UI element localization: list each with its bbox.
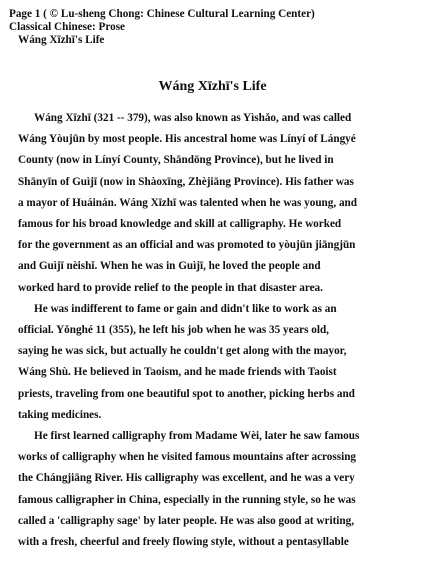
body-line: worked hard to provide relief to the people in that disaster area.: [18, 282, 323, 294]
body-line: and Guìjī nèishǐ. When he was in Guìjī, he loved the people and: [18, 260, 321, 272]
body-line: County (now in Línyí County, Shāndōng Province), but he lived in: [18, 154, 334, 166]
body-line: He first learned calligraphy from Madame Wèi, later he saw famous: [34, 430, 360, 442]
body-line: called a 'calligraphy sage' by later people. He was also good at writing,: [18, 515, 355, 527]
header-line-2: Classical Chinese: Prose: [9, 21, 126, 33]
header-line-1: Page 1 ( © Lu-sheng Chong: Chinese Cultural Learning Center): [9, 8, 315, 20]
body-line: official. Yǒnghé 11 (355), he left his job when he was 35 years old,: [18, 324, 329, 336]
body-line: priests, traveling from one beautiful spot to another, picking herbs and: [18, 388, 355, 400]
body-line: Shānyīn of Guìjī (now in Shàoxīng, Zhèjiāng Province). His father was: [18, 176, 354, 188]
page-title: Wáng Xīzhī's Life: [158, 79, 267, 94]
body-line: famous for his broad knowledge and skill at calligraphy. He worked: [18, 218, 342, 230]
body-line: saying he was sick, but actually he couldn't get along with the mayor,: [18, 345, 347, 357]
header-line-3: Wáng Xīzhī's Life: [18, 34, 105, 46]
body-line: works of calligraphy when he visited famous mountains after acrossing: [18, 451, 357, 463]
body-line: Wáng Shù. He believed in Taoism, and he made friends with Taoist: [18, 366, 337, 378]
body-line: Wáng Yòujūn by most people. His ancestral home was Línyí of Lángyé: [18, 133, 356, 145]
body-line: the Chángjiāng River. His calligraphy was excellent, and he was a very: [18, 472, 355, 484]
body-line: taking medicines.: [18, 409, 102, 421]
body-line: Wáng Xīzhī (321 -- 379), was also known as Yìshǎo, and was called: [34, 112, 352, 124]
body-line: with a fresh, cheerful and freely flowing style, without a pentasyllable: [18, 536, 349, 548]
body-line: He was indifferent to fame or gain and didn't like to work as an: [34, 303, 337, 315]
body-line: for the government as an official and was promoted to yòujūn jiāngjūn: [18, 239, 356, 251]
body-line: famous calligrapher in China, especially in the running style, so he was: [18, 494, 356, 506]
body-line: a mayor of Huáinán. Wáng Xīzhī was talented when he was young, and: [18, 197, 357, 209]
